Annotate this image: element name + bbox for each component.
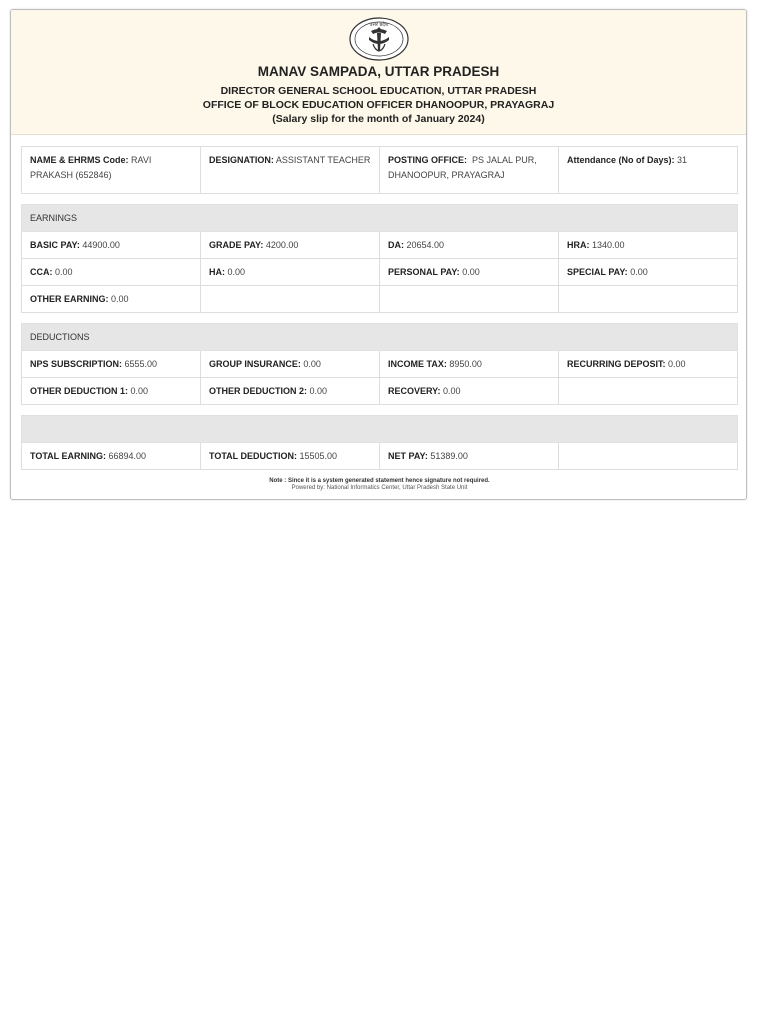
earning-cell — [201, 232, 380, 259]
employee-info-table — [21, 146, 738, 194]
deduction-value: 0.00 — [443, 385, 461, 396]
table-row — [22, 259, 738, 286]
empty-cell — [559, 286, 738, 313]
salary-slip — [10, 9, 747, 500]
empty-cell — [559, 378, 738, 405]
totals-heading-row — [22, 416, 738, 443]
page-title: MANAV SAMPADA, UTTAR PRADESH — [257, 64, 500, 79]
earning-label: BASIC PAY: — [30, 239, 80, 250]
deduction-value: 6555.00 — [124, 358, 158, 369]
earning-label: DA: — [388, 239, 404, 250]
table-row — [22, 232, 738, 259]
deductions-heading: DEDUCTIONS — [22, 324, 738, 351]
earning-cell — [22, 232, 201, 259]
deduction-value: 0.00 — [303, 358, 321, 369]
deductions-heading-row — [22, 324, 738, 351]
net-pay-label: NET PAY: — [388, 450, 428, 461]
earnings-heading: EARNINGS — [22, 205, 738, 232]
deduction-label: OTHER DEDUCTION 2: — [209, 385, 308, 396]
earning-value: 4200.00 — [265, 239, 299, 250]
total-earning-value: 66894.00 — [108, 450, 147, 461]
earning-value: 1340.00 — [592, 239, 625, 250]
posting-office-cell — [380, 147, 559, 194]
deduction-value: 0.00 — [668, 358, 686, 369]
earnings-table — [21, 204, 738, 313]
designation-label: DESIGNATION: — [209, 155, 274, 165]
earning-cell — [380, 259, 559, 286]
slip-content — [21, 146, 738, 491]
employee-name-cell — [22, 147, 201, 194]
deduction-label: INCOME TAX: — [388, 358, 447, 369]
deduction-value: 0.00 — [130, 385, 149, 396]
totals-table — [21, 415, 738, 470]
deduction-cell — [22, 351, 201, 378]
earnings-heading-row — [22, 205, 738, 232]
earning-cell — [559, 232, 738, 259]
totals-heading — [22, 416, 738, 443]
employee-info-row — [22, 147, 738, 194]
total-cell — [22, 443, 201, 470]
table-row — [22, 378, 738, 405]
earning-label: GRADE PAY: — [209, 239, 264, 250]
deduction-cell — [559, 351, 738, 378]
total-earning-label: TOTAL EARNING: — [30, 450, 106, 461]
signature-note: Note : Since it is a system generated statement hence signature not required. — [269, 478, 490, 484]
name-value: RAVI PRAKASH (652846) — [30, 155, 152, 180]
attendance-label: Attendance (No of Days): — [567, 155, 675, 165]
designation-value: ASSISTANT TEACHER — [275, 155, 371, 165]
earning-value: 20654.00 — [406, 239, 445, 250]
earning-cell — [22, 259, 201, 286]
designation-cell — [201, 147, 380, 194]
empty-cell — [380, 286, 559, 313]
deduction-value: 0.00 — [309, 385, 328, 396]
deduction-label: OTHER DEDUCTION 1: — [30, 385, 129, 396]
empty-cell — [201, 286, 380, 313]
deduction-value: 8950.00 — [449, 358, 482, 369]
earning-cell — [559, 259, 738, 286]
deductions-table — [21, 323, 738, 405]
emblem-text: उत्तर प्रदेश — [369, 22, 389, 28]
slip-header — [11, 10, 746, 135]
empty-cell — [559, 443, 738, 470]
earning-label: PERSONAL PAY: — [388, 266, 460, 277]
deduction-label: NPS SUBSCRIPTION: — [30, 358, 123, 369]
earning-value: 0.00 — [462, 266, 480, 277]
earning-label: OTHER EARNING: — [30, 293, 109, 304]
total-cell — [380, 443, 559, 470]
powered-by: Powered by: National Informatics Center, Uttar Pradesh State Unit — [291, 485, 468, 491]
earning-value: 0.00 — [630, 266, 648, 277]
earning-label: CCA: — [30, 266, 53, 277]
deduction-cell — [201, 351, 380, 378]
office-line: OFFICE OF BLOCK EDUCATION OFFICER DHANOOPUR, PRAYAGRAJ — [202, 99, 555, 111]
total-cell — [201, 443, 380, 470]
earning-cell — [201, 259, 380, 286]
earning-value: 44900.00 — [82, 239, 120, 250]
posting-value: PS JALAL PUR, DHANOOPUR, PRAYAGRAJ — [388, 155, 537, 180]
deduction-label: GROUP INSURANCE: — [209, 358, 301, 369]
net-pay-value: 51389.00 — [430, 450, 468, 461]
earning-label: HRA: — [567, 239, 590, 250]
deduction-cell — [22, 378, 201, 405]
name-label: NAME & EHRMS Code: — [30, 155, 129, 165]
earning-value: 0.00 — [227, 266, 246, 277]
earning-value: 0.00 — [55, 266, 73, 277]
earning-value: 0.00 — [111, 293, 129, 304]
deduction-cell — [380, 378, 559, 405]
total-deduction-label: TOTAL DEDUCTION: — [209, 450, 297, 461]
table-row — [22, 443, 738, 470]
deduction-cell — [380, 351, 559, 378]
deduction-label: RECURRING DEPOSIT: — [567, 358, 666, 369]
salary-month-line: (Salary slip for the month of January 2024) — [272, 113, 485, 125]
earning-label: SPECIAL PAY: — [567, 266, 628, 277]
total-deduction-value: 15505.00 — [299, 450, 338, 461]
department-line: DIRECTOR GENERAL SCHOOL EDUCATION, UTTAR PRADESH — [220, 85, 537, 97]
up-emblem-logo — [349, 17, 409, 61]
deduction-cell — [201, 378, 380, 405]
earning-label: HA: — [209, 266, 225, 277]
earning-cell — [22, 286, 201, 313]
deduction-label: RECOVERY: — [388, 385, 441, 396]
posting-label: POSTING OFFICE: — [388, 155, 468, 165]
table-row — [22, 351, 738, 378]
attendance-value: 31 — [677, 155, 688, 165]
earning-cell — [380, 232, 559, 259]
attendance-cell — [559, 147, 738, 194]
table-row — [22, 286, 738, 313]
